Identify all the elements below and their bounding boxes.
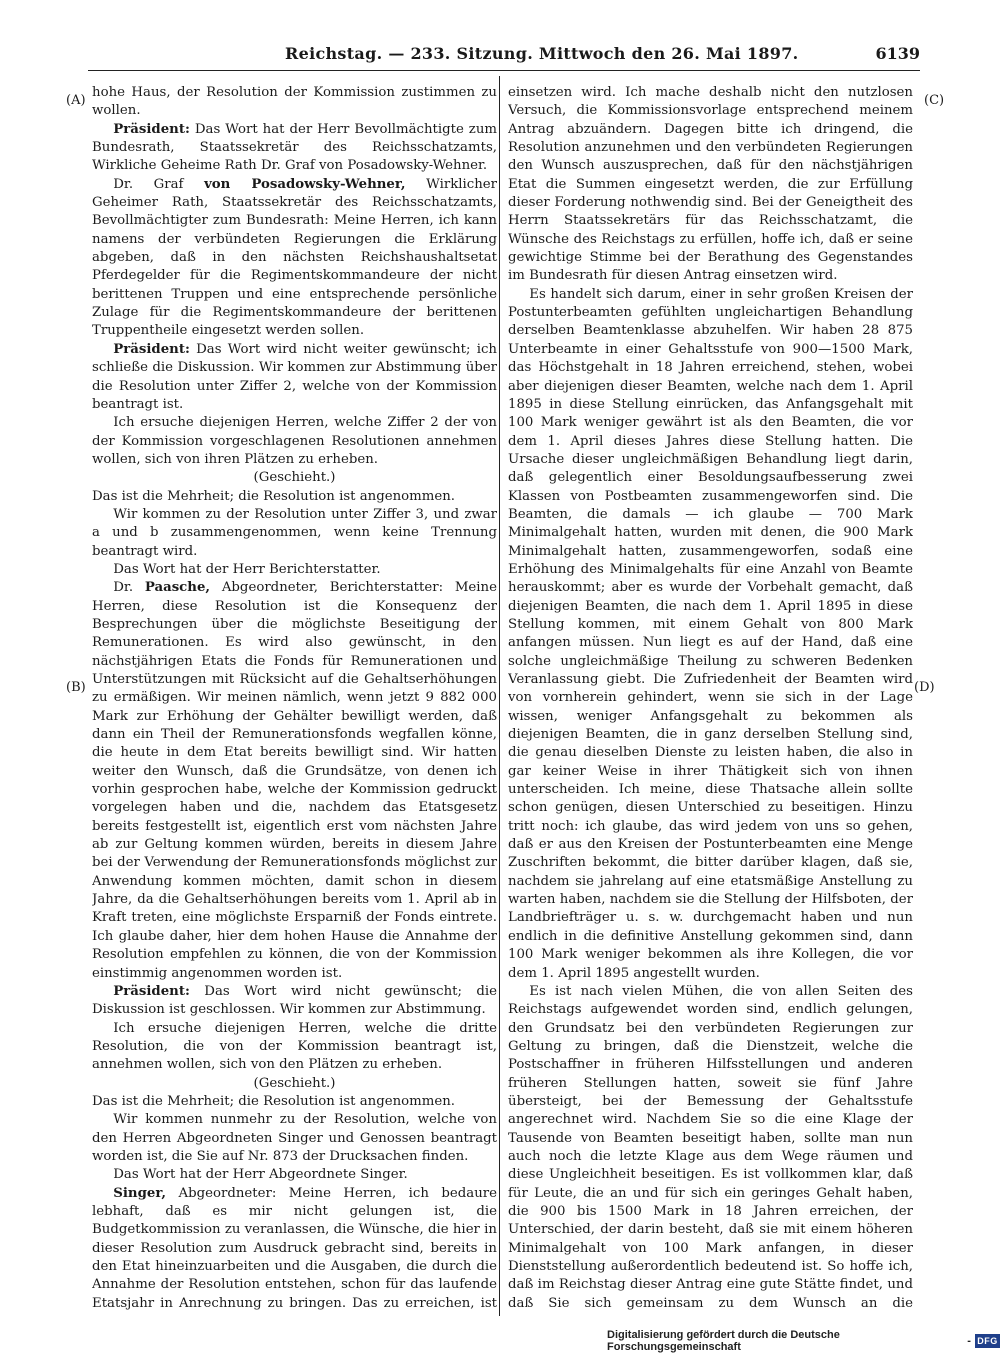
running-head: Reichstag. — 233. Sitzung. Mittwoch den 26. Mai 1897. bbox=[285, 44, 799, 63]
speaker-prefix: Dr. bbox=[113, 580, 145, 596]
paragraph bbox=[92, 1111, 497, 1166]
speaker-name: Präsident: bbox=[113, 341, 190, 357]
paragraph-text: Das Wort hat der Herr Bevollmächtigte zum Bundesrath, Staatssekretär des Reichsschatzamts, Wirkliche Geheime Rath Dr. Graf von Posadowsky-Wehner. bbox=[92, 121, 497, 174]
paragraph-text: Abgeordneter, Berichterstatter: Meine Herren, diese Resolution ist die Konsequenz der Besprechungen über die möglichste Beseitigung der Remunerationen. Es wird also gewünscht, in den nächstjährigen Etats die Fonds für Remunerationen und Unterstützungen mit Rücksicht auf die Gehaltserhöhungen zu ermäßigen. Wir meinen nämlich, wenn jetzt 9 882 000 Mark zur Erhöhung der Gehälter bewilligt werden, daß dann ein Theil der Remunerationsfonds wegfallen könne, die heute in dem Etat bereits bewilligt sind. Wir hatten weiter den Wunsch, daß die Grundsätze, von denen ich vorhin gesprochen habe, welche der Kommission gedruckt vorgelegen haben und die, nachdem das Etatsgesetz bereits festgestellt ist, eigentlich erst vom nächsten Jahre ab zur Geltung kommen würden, bereits in diesem Jahre bei der Verwendung der Remunerationsfonds möglichst zur Anwendung kommen möchten, damit schon in diesem Jahre, da die Gehaltserhöhungen bereits vom 1. April ab in Kraft treten, eine möglichste Ersparniß der Fonds eintrete. Ich glaube daher, hier dem hohen Hause die Annahme der Resolution empfehlen zu können, die von der Kommission einstimmig angenommen worden ist. bbox=[92, 580, 497, 981]
paragraph-text: Abgeordneter: Meine Herren, ich bedaure lebhaft, daß es mir nicht gelungen ist, die Budgetkommission zu veranlassen, die Wünsche, die hier in dieser Resolution zum Ausdruck gebracht sind, bereits in den Etat hineinzuarbeiten und die Ausgaben, die durch die Annahme der Resolution entstehen, schon für das laufende Etatsjahr in Anrechnung zu bringen. Das zu erreichen, ist bbox=[92, 1185, 497, 1311]
right-text-column bbox=[508, 84, 913, 1314]
margin-mark-b: (B) bbox=[66, 680, 86, 695]
paragraph-text: Wir kommen zu der Resolution unter Ziffer 3, und zwar a und b zusammengenommen, wenn keine Trennung beantragt wird. bbox=[92, 506, 497, 559]
paragraph-text: einsetzen wird. Ich mache deshalb nicht den nutzlosen Versuch, die Kommissionsvorlage entsprechend meinem Antrag abzuändern. Dagegen bitte ich dringend, die Resolution anzunehmen und den verbündeten Regierungen den Wunsch auszusprechen, daß für den nächstjährigen Etat die Summen eingesetzt werden, die zur Erfüllung dieser Forderung nothwendig sind. Bei der Geneigtheit des Herrn Staatssekretärs für das Reichsschatzamt, die Wünsche des Reichstags zu erfüllen, hoffe ich, daß er seine gewichtige Stimme bei der Berathung des Gegenstandes im Bundesrath für diesen Antrag einsetzen wird. bbox=[508, 85, 913, 284]
speaker-name: Paasche, bbox=[144, 580, 211, 596]
paragraph bbox=[508, 84, 913, 286]
paragraph-text: Es ist nach vielen Mühen, die von allen Seiten des Reichstags aufgewendet worden sind, endlich gelungen, den Grundsatz bei den verbündeten Regierungen zur Geltung zu bringen, daß die Dienstzeit, welche die Postschaffner in früheren Hilfsstellungen und anderen früheren Stellungen hatten, soweit sie fünf Jahre übersteigt, bei der Bemessung der Gehaltsstufe angerechnet wird. Nachdem Sie so die eine Klage der Tausende von Beamten beseitigt haben, sollte man nun auch noch die letzte Klage aus dem Wege räumen und diese Ungleichheit beseitigen. Es ist vollkommen klar, daß für Leute, die an und für sich ein geringes Gehalt haben, die 900 bis 1500 Mark in 18 Jahren erreichen, der Unterschied, der darin besteht, daß sie mit einem höheren Minimalgehalt von 100 Mark anfangen, in dieser Dienststellung außerordentlich bedeutend ist. So hoffe ich, daß im Reichstag dieser Antrag eine gute Stätte findet, und daß Sie sich gemeinsam zu dem Wunsch an die bbox=[508, 983, 913, 1311]
paragraph-text: Das Wort wird nicht gewünscht; die Diskussion ist geschlossen. Wir kommen zur Abstimmung. bbox=[92, 983, 497, 1018]
speaker-name: Präsident: bbox=[113, 983, 190, 999]
speaker-name: Singer, bbox=[113, 1185, 167, 1201]
paragraph-text: Wir kommen nunmehr zu der Resolution, welche von den Herren Abgeordneten Singer und Genossen beantragt worden ist, die Sie auf Nr. 873 der Drucksachen finden. bbox=[92, 1112, 497, 1164]
paragraph bbox=[92, 488, 497, 506]
paragraph bbox=[92, 1075, 497, 1093]
paragraph-text: Das Wort hat der Herr Abgeordnete Singer. bbox=[113, 1167, 408, 1183]
paragraph bbox=[92, 1185, 497, 1314]
paragraph bbox=[92, 579, 497, 983]
paragraph bbox=[92, 121, 497, 176]
header-rule bbox=[88, 70, 920, 71]
page-header bbox=[90, 44, 920, 72]
margin-mark-d: (D) bbox=[914, 680, 935, 695]
speaker-prefix: Dr. Graf bbox=[113, 176, 205, 192]
paragraph-text: Wirklicher Geheimer Rath, Staatssekretär des Reichsschatzamts, Bevollmächtigter zum Bundesrath: Meine Herren, ich kann namens der verbündeten Regierungen die Erklärung abgeben, daß in den nächsten Reichshaushaltsetat Pferdegelder für die Regimentskommandeure der nicht berittenen Truppen und eine entsprechende persönliche Zulage für die Regimentskommandeure der berittenen Truppentheile eingesetzt werden sollen. bbox=[92, 176, 497, 339]
paragraph bbox=[92, 1020, 497, 1075]
paragraph-text: Ich ersuche diejenigen Herren, welche Ziffer 2 der von der Kommission vorgeschlagenen Resolutionen annehmen wollen, sich von ihren Plätzen zu erheben. bbox=[92, 415, 497, 467]
speaker-name: Präsident: bbox=[113, 121, 190, 137]
digitization-credit: Digitalisierung gefördert durch die Deutsche Forschungsgemeinschaft bbox=[607, 1329, 840, 1353]
speaker-name: von Posadowsky-Wehner, bbox=[204, 176, 406, 192]
margin-mark-c: (C) bbox=[924, 93, 945, 108]
paragraph bbox=[92, 506, 497, 561]
page-number: 6139 bbox=[875, 44, 920, 63]
paragraph bbox=[92, 84, 497, 121]
paragraph bbox=[508, 983, 913, 1314]
column-divider bbox=[499, 76, 500, 1316]
paragraph bbox=[92, 1093, 497, 1111]
paragraph-text: hohe Haus, der Resolution der Kommission zustimmen zu wollen. bbox=[92, 85, 497, 119]
paragraph-text: Ich ersuche diejenigen Herren, welche die dritte Resolution, die von der Kommission beantragt ist, annehmen wollen, sich von den Plätzen zu erheben. bbox=[92, 1020, 497, 1073]
dfg-logo: DFG bbox=[975, 1334, 1000, 1348]
paragraph bbox=[92, 983, 497, 1020]
paragraph bbox=[508, 286, 913, 983]
paragraph-text: (Geschieht.) bbox=[253, 1075, 336, 1091]
paragraph bbox=[92, 176, 497, 341]
paragraph-text: (Geschieht.) bbox=[253, 470, 336, 486]
paragraph-text: Es handelt sich darum, einer in sehr großen Kreisen der Postunterbeamten gefühlten ungleichartigen Behandlung derselben Beamtenklasse abzuhelfen. Wir haben 28 875 Unterbeamte in einer Gehaltsstufe von 900—1500 Mark, das Höchstgehalt in 18 Jahren erreichend, stehen, wobei aber diejenigen dieser Beamten, welche nach dem 1. April 1895 in diese Stellung einrücken, das Anfangsgehalt mit 100 Mark weniger gewährt ist als den Beamten, die vor dem 1. April dieses Jahres diese Stellung hatten. Die Ursache dieser ungleichmäßigen Behandlung liegt darin, daß gelegentlich einer Besoldungsaufbesserung zwei Klassen von Postbeamten zusammengeworfen sind. Die Beamten, die damals — ich glaube — 700 Mark Minimalgehalt hatten, wurden mit denen, die 900 Mark Minimalgehalt hatten, zusammengeworfen, sodaß eine Erhöhung des Minimalgehalts für eine Anzahl von Beamte herauskommt; aber es wurde der Vorbehalt gemacht, daß diejenigen Beamten, die nach dem 1. April 1895 in diese Stellung kommen, mit einem Gehalt von 800 Mark anfangen müssen. Nun liegt es auf der Hand, daß eine solche ungleichmäßige Theilung zu schweren Bedenken Veranlassung giebt. Die Zufriedenheit der Beamten wird von vornherein gehindert, wenn sie sich in der Lage wissen, weniger Anfangsgehalt zu bekommen als diejenigen Beamten, die in ganz derselben Stellung sind, die genau dieselben Dienste zu leisten haben, die also in gar keiner Weise in ihrer Thätigkeit sich von ihnen unterscheiden. Ich meine, diese Thatsache allein sollte schon genügen, diesen Unterschied zu beseitigen. Hinzu tritt noch: ich glaube, das wird jedem von uns so gehen, daß er aus den Kreisen der Postunterbeamten eine Menge Zuschriften bekommt, die bitter darüber klagen, daß sie, nachdem sie jahrelang auf eine etatsmäßige Anstellung zu warten haben, nachdem sie die Stellung der Hilfsboten, der Landbriefträger u. s. w. durchgemacht haben und nun endlich in die definitive Anstellung gekommen sind, dann 100 Mark weniger bekommen als ihre Kollegen, die vor dem 1. April 1895 angestellt wurden. bbox=[508, 286, 913, 981]
page-footer: Digitalisierung gefördert durch die Deutsche Forschungsgemeinschaft - DFG bbox=[607, 1329, 1000, 1353]
paragraph-text: Das Wort wird nicht weiter gewünscht; ich schließe die Diskussion. Wir kommen zur Abstimmung über die Resolution unter Ziffer 2, welche von der Kommission beantragt ist. bbox=[92, 341, 497, 412]
paragraph bbox=[92, 469, 497, 487]
paragraph bbox=[92, 341, 497, 414]
paragraph bbox=[92, 561, 497, 579]
left-text-column bbox=[92, 84, 497, 1314]
paragraph bbox=[92, 1166, 497, 1184]
margin-mark-a: (A) bbox=[66, 93, 86, 108]
paragraph-text: Das ist die Mehrheit; die Resolution ist angenommen. bbox=[92, 488, 456, 504]
paragraph bbox=[92, 414, 497, 469]
paragraph-text: Das ist die Mehrheit; die Resolution ist angenommen. bbox=[92, 1093, 456, 1109]
paragraph-text: Das Wort hat der Herr Berichterstatter. bbox=[113, 561, 381, 577]
